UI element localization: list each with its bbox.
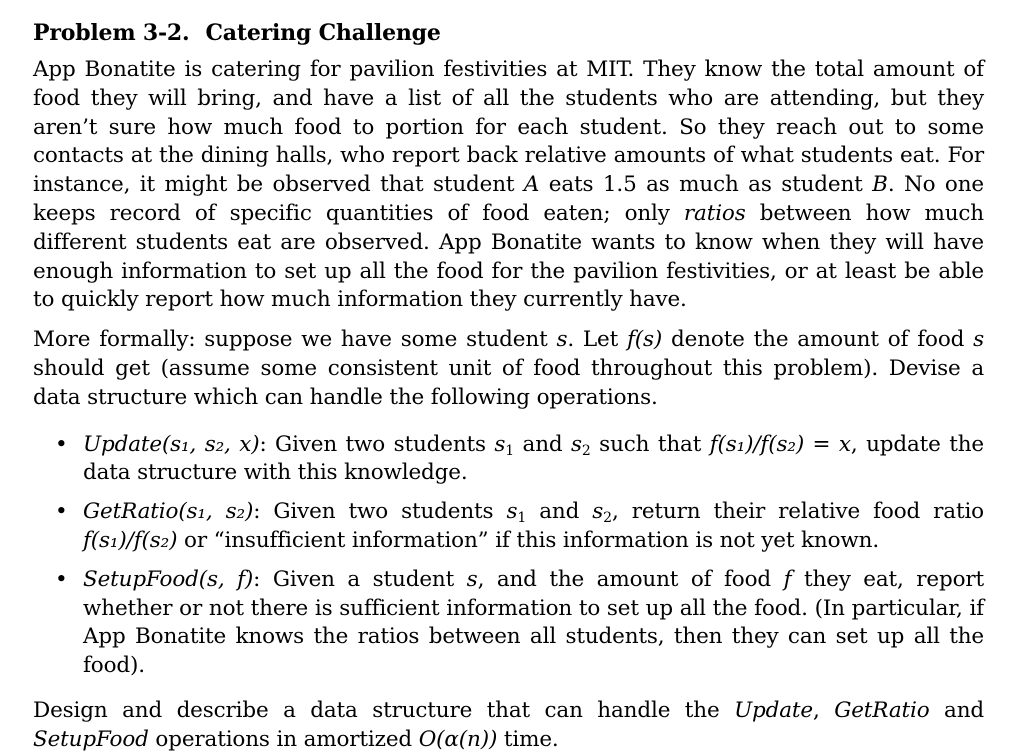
formal-text: should get (assume some consistent unit of food throughout this problem). Devise a data structure which can handle the following operations. — [33, 355, 984, 410]
closing-text: , — [813, 697, 835, 723]
formal-text: denote the amount of food — [662, 327, 974, 353]
op-text: , and the amount of food — [477, 566, 784, 592]
var-b: B — [872, 172, 888, 198]
subscript: 2 — [603, 510, 612, 527]
formal-text: . Let — [567, 327, 627, 353]
subscript: 1 — [505, 442, 515, 459]
op-signature: (s₁, s₂) — [178, 499, 254, 525]
bullet-icon: • — [55, 431, 68, 457]
intro-text: App Bonatite is catering for pavilion festivities at MIT. They know the total amount of food they will bring, and have a list of all the students who are attending, but they aren’t sure how much food to portion for each student. So they reach out to some contacts at the dining halls, who report back relative amounts of what students eat. For instance, it might be observed that student — [33, 57, 984, 198]
var-s: s — [466, 566, 478, 592]
formal-paragraph — [33, 326, 984, 412]
op-text: they eat, report whether or not there is sufficient information to set up all the food. (In particular, if App Bonatite knows the ratios between all students, then they can set up all the food). — [83, 566, 984, 679]
operation-setupfood — [55, 566, 984, 681]
subscript: 2 — [581, 442, 591, 459]
operations-list — [33, 431, 984, 681]
var-s: s — [556, 327, 568, 353]
bullet-icon: • — [55, 566, 68, 592]
op-text: , update the data structure with this knowledge. — [83, 431, 984, 486]
problem-number: Problem 3-2. — [33, 20, 190, 46]
op-signature: (s₁, s₂, x) — [161, 431, 260, 457]
formal-text: More formally: suppose we have some student — [33, 327, 557, 353]
op-name: SetupFood — [83, 566, 199, 592]
ratio-expression: f(s₁)/f(s₂) — [83, 527, 178, 553]
ratios-emphasis: ratios — [683, 200, 746, 226]
intro-paragraph — [33, 56, 984, 315]
op-ref-update: Update — [734, 697, 813, 723]
op-ref-getratio: GetRatio — [834, 697, 930, 723]
problem-title: Catering Challenge — [205, 20, 441, 46]
var-s2: s — [571, 431, 582, 457]
complexity-expression: O(α(n)) — [418, 726, 498, 752]
closing-paragraph — [33, 697, 984, 755]
op-text: : Given a student — [253, 566, 467, 592]
var-s1: s — [506, 499, 518, 525]
intro-text: . No one keeps record of specific quantities of food eaten; only — [33, 172, 985, 226]
operation-update — [55, 431, 984, 489]
intro-text: eats 1.5 as much as student — [539, 172, 873, 198]
op-text: and — [514, 431, 572, 457]
ratio-equation: f(s₁)/f(s₂) = x — [709, 431, 851, 457]
var-s1: s — [494, 431, 506, 457]
op-name: Update — [83, 431, 162, 457]
var-s: s — [973, 327, 984, 353]
var-a: A — [523, 172, 540, 198]
op-name: GetRatio — [83, 499, 179, 525]
op-text: : Given two students — [259, 431, 495, 457]
subscript: 1 — [517, 510, 527, 527]
f-of-s: f(s) — [626, 327, 663, 353]
closing-text: and — [929, 697, 985, 723]
intro-text: between how much different students eat are observed. App Bonatite wants to know when they will have enough information to set up all the food for the pavilion festivities, or at least be able to quickly report how much information they currently have. — [33, 200, 984, 313]
op-text: : Given two students — [253, 499, 507, 525]
closing-text: time. — [497, 726, 559, 752]
closing-text: operations in amortized — [148, 726, 419, 752]
bullet-icon: • — [55, 499, 68, 525]
op-ref-setupfood: SetupFood — [33, 726, 149, 752]
closing-text: Design and describe a data structure that can handle the — [33, 697, 735, 723]
op-text: or “insufficient information” if this information is not yet known. — [177, 527, 880, 553]
var-s2: s — [592, 499, 604, 525]
op-signature: (s, f) — [198, 566, 254, 592]
op-text: and — [526, 499, 593, 525]
operation-getratio — [55, 498, 984, 556]
var-f: f — [783, 566, 792, 592]
problem-heading — [33, 18, 984, 48]
op-text: , return their relative food ratio — [611, 499, 984, 525]
op-text: such that — [590, 431, 710, 457]
